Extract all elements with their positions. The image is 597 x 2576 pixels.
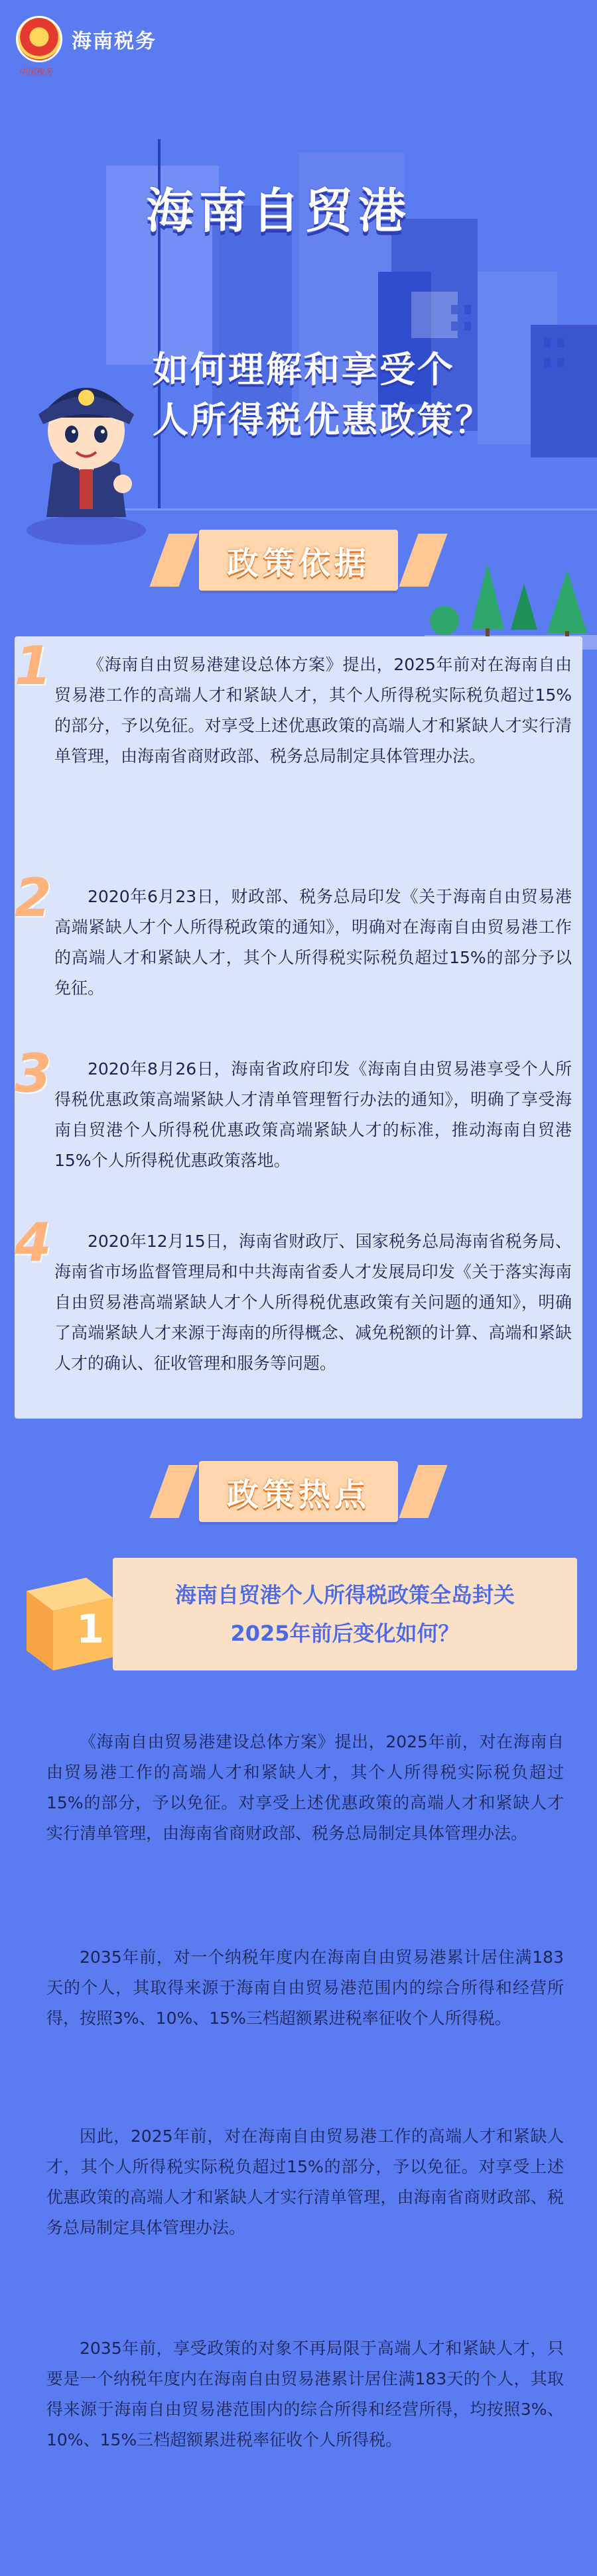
basis-number-2: 2 xyxy=(15,867,52,929)
hot-paragraph-4: 2035年前，享受政策的对象不再局限于高端人才和紧缺人才，只要是一个纳税年度内在海南自由贸易港累计居住满183天的个人，其取得来源于海南自由贸易港范围内的综合所得和经营所得，均按照3%、10%、15%三档超额累进税率征收个人所得税。 xyxy=(46,2339,564,2449)
section-hot-title: 政策热点 xyxy=(226,1476,370,1513)
hot-paragraph-2: 2035年前，对一个纳税年度内在海南自由贸易港累计居住满183天的个人，其取得来源于海南自由贸易港范围内的综合所得和经营所得，按照3%、10%、15%三档超额累进税率征收个人所得税。 xyxy=(46,1948,564,2028)
hero-title: 海南自贸港 xyxy=(146,183,412,239)
hot-question-line1: 海南自贸港个人所得税政策全岛封关 xyxy=(174,1582,515,1608)
hot-paragraph-1: 《海南自由贸易港建设总体方案》提出，2025年前，对在海南自由贸易港工作的高端人才和紧缺人才，其个人所得税实际税负超过15%的部分，予以免征。对享受上述优惠政策的高端人才和紧缺人才实行清单管理，由海南省商财政部、税务总局制定具体管理办法。 xyxy=(46,1732,564,1843)
section-heading-hot xyxy=(159,1458,438,1525)
policy-basis-card xyxy=(15,636,582,1419)
section-heading-basis xyxy=(159,527,438,593)
basis-item-4: 2020年12月15日，海南省财政厅、国家税务总局海南省税务局、海南省市场监督管理局和中共海南省委人才发展局印发《关于落实海南自由贸易港高端紧缺人才个人所得税优惠政策有关问题的通知》，明确了高端紧缺人才来源于海南的所得概念、减免税额的计算、高端和紧缺人才的确认、征收管理和服务等问题。 xyxy=(54,1232,572,1373)
number-cube-icon xyxy=(13,1564,126,1677)
hero-subtitle-line2: 人所得税优惠政策？ xyxy=(153,399,493,441)
tax-emblem-icon xyxy=(16,16,62,62)
hero-subtitle xyxy=(153,345,564,445)
basis-number-4: 4 xyxy=(15,1212,52,1273)
basis-item-1: 《海南自由贸易港建设总体方案》提出，2025年前对在海南自由贸易港工作的高端人才和紧缺人才，其个人所得税实际税负超过15%的部分，予以免征。对享受上述优惠政策的高端人才和紧缺人才实行清单管理，由海南省商财政部、税务总局制定具体管理办法。 xyxy=(54,655,572,766)
hot-question-line2: 2025年前后变化如何？ xyxy=(230,1621,460,1646)
basis-item-3: 2020年8月26日，海南省政府印发《海南自由贸易港享受个人所得税优惠政策高端紧缺人才清单管理暂行办法的通知》，明确了享受海南自贸港个人所得税优惠政策高端紧缺人才的标准，推动海南自贸港15%个人所得税优惠政策落地。 xyxy=(54,1059,572,1170)
heading-box xyxy=(199,530,398,591)
basis-number-3: 3 xyxy=(15,1043,52,1104)
hero-subtitle-line1: 如何理解和享受个 xyxy=(153,349,455,390)
hot-question-banner xyxy=(113,1558,577,1670)
brand-name: 海南税务 xyxy=(72,30,157,53)
basis-number-1: 1 xyxy=(15,635,52,697)
hero xyxy=(0,80,597,557)
brand-slogan: 中国税务 xyxy=(19,68,54,78)
basis-item-2: 2020年6月23日，财政部、税务总局印发《关于海南自由贸易港高端紧缺人才个人所得税政策的通知》，明确对在海南自由贸易港工作的高端人才和紧缺人才，其个人所得税实际税负超过15%的部分予以免征。 xyxy=(54,887,572,998)
heading-accent-left xyxy=(149,1465,198,1518)
brand-header xyxy=(16,16,157,62)
tax-officer-mascot-icon xyxy=(13,351,159,550)
hot-item-number: 1 xyxy=(76,1606,104,1653)
hot-paragraph-3: 因此，2025年前，对在海南自由贸易港工作的高端人才和紧缺人才，其个人所得税实际税负超过15%的部分，予以免征。对享受上述优惠政策的高端人才和紧缺人才实行清单管理，由海南省商财政部、税务总局制定具体管理办法。 xyxy=(46,2127,564,2237)
heading-accent-right xyxy=(399,1465,447,1518)
heading-box xyxy=(199,1461,398,1522)
section-basis-title: 政策依据 xyxy=(226,544,370,582)
hot-question xyxy=(13,1545,584,1677)
trees-icon xyxy=(425,557,597,650)
